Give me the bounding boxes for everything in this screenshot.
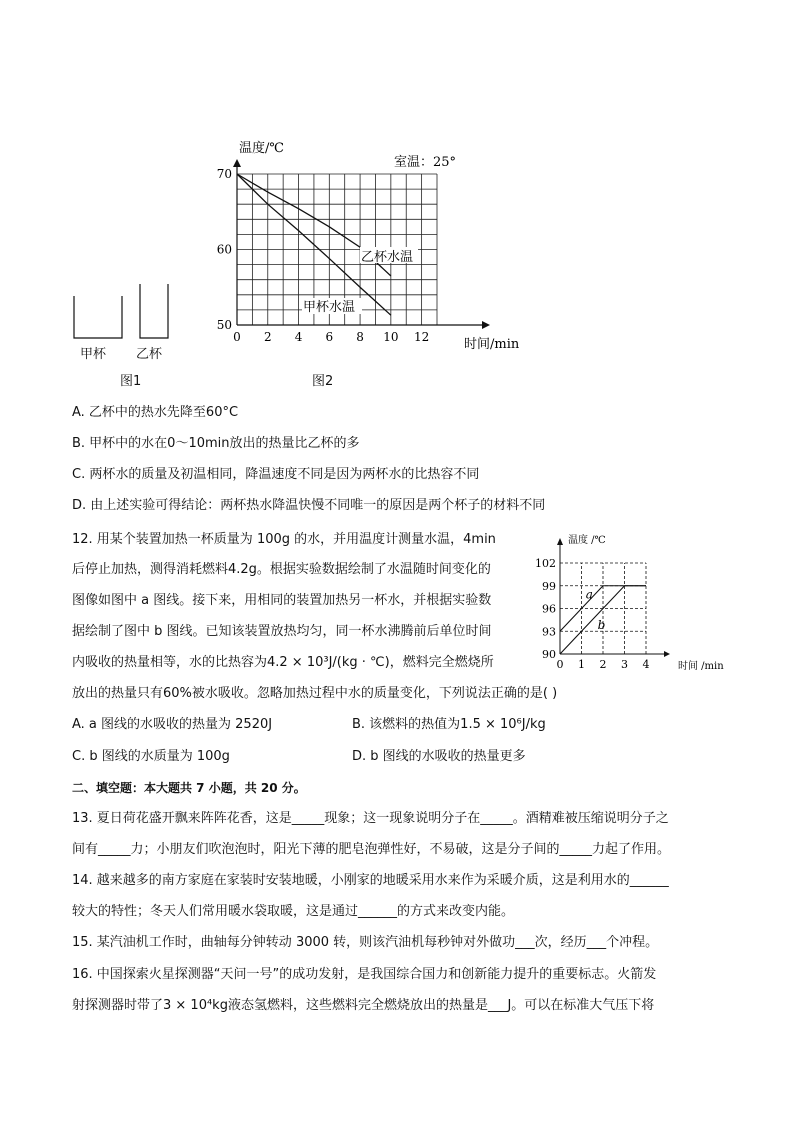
q12-line-6: 放出的热量只有60%被水吸收。忽略加热过程中水的质量变化，下列说法正确的是( ) [72, 686, 558, 701]
q15-line: 15. 某汽油机工作时，曲轴每分钟转动 3000 转，则该汽油机每秒钟对外做功___次，经历___个冲程。 [72, 935, 659, 950]
q11-option-c: C. 两杯水的质量及初温相同，降温速度不同是因为两杯水的比热容不同 [72, 467, 480, 482]
x-tick-label: 2 [599, 658, 607, 671]
q16-line-1: 16. 中国探索火星探测器“天问一号”的成功发射，是我国综合国力和创新能力提升的重要标志。火箭发 [72, 967, 657, 982]
y-tick-label: 60 [216, 242, 232, 257]
cup-a-shape [74, 296, 122, 338]
x-tick-label: 12 [413, 330, 430, 344]
y-tick-label: 99 [542, 579, 556, 593]
x-tick-label: 1 [578, 658, 585, 671]
q16-line-2: 射探测器时带了3 × 10⁴kg液态氢燃料，这些燃料完全燃烧放出的热量是___J。可以在标准大气压下将 [72, 998, 655, 1013]
x-tick-label: 4 [294, 330, 303, 344]
x-tick-label: 10 [383, 330, 399, 344]
x-axis-arrow [664, 651, 670, 657]
series-label-yi-cup: 乙杯水温 [361, 250, 414, 265]
x-tick-label: 2 [263, 330, 272, 344]
y-tick-label: 102 [535, 557, 556, 570]
q12-option-a: A. a 图线的水吸收的热量为 2520J [72, 717, 273, 732]
y-tick-label: 50 [216, 318, 232, 332]
room-temp-annotation: 室温：25° [394, 155, 457, 170]
series-label-a: a [585, 587, 593, 602]
x-tick-label: 8 [356, 330, 364, 344]
q13-line-2: 间有_____力；小朋友们吹泡泡时，阳光下薄的肥皂泡弹性好，不易破，这是分子间的_____力起了作用。 [72, 842, 671, 857]
x-axis-title: 时间/min [464, 337, 520, 352]
figure-2-caption: 图2 [312, 374, 334, 389]
y-axis-title: 温度 /℃ [568, 535, 606, 546]
x-axis-arrow [482, 321, 490, 329]
cup-a-label: 甲杯 [80, 347, 107, 362]
figure-1-caption: 图1 [120, 374, 142, 389]
y-tick-label: 90 [542, 648, 556, 661]
x-tick-label: 0 [556, 658, 564, 671]
q11-option-a: A. 乙杯中的热水先降至60°C [72, 405, 239, 420]
figure-1 [70, 280, 180, 390]
cups-diagram [70, 280, 180, 350]
q12-option-c: C. b 图线的水质量为 100g [72, 749, 230, 764]
y-axis-arrow [557, 538, 563, 545]
section-2-heading: 二、填空题：本大题共 7 小题，共 20 分。 [72, 781, 306, 795]
q12-option-b: B. 该燃料的热值为1.5 × 10⁶J/kg [352, 717, 546, 732]
y-tick-label: 93 [542, 625, 556, 639]
cooling-chart [200, 135, 530, 360]
x-tick-label: 6 [325, 330, 334, 344]
q14-line-2: 较大的特性；冬天人们常用暖水袋取暖，这是通过______的方式来改变内能。 [72, 904, 515, 919]
cup-b-label: 乙杯 [136, 347, 163, 362]
q14-line-1: 14. 越来越多的南方家庭在家装时安装地暖，小刚家的地暖采用水来作为采暖介质，这是利用水的______ [72, 873, 669, 888]
q12-option-d: D. b 图线的水吸收的热量更多 [352, 749, 526, 764]
series-label-b: b [597, 617, 606, 632]
x-axis-title: 时间 /min [678, 661, 724, 672]
heating-chart [528, 526, 728, 676]
x-tick-label: 4 [642, 658, 650, 671]
q12-line-3: 图像如图中 a 图线。接下来，用相同的装置加热另一杯水，并根据实验数 [72, 593, 492, 608]
x-tick-label: 0 [233, 330, 241, 344]
q11-option-b: B. 甲杯中的水在0～10min放出的热量比乙杯的多 [72, 436, 360, 451]
y-tick-label: 96 [542, 602, 556, 616]
cup-b-shape [140, 284, 168, 338]
q12-line-1: 12. 用某个装置加热一杯质量为 100g 的水，并用温度计测量水温，4min [72, 532, 496, 547]
y-axis-arrow [233, 159, 241, 167]
x-tick-label: 3 [621, 658, 628, 671]
y-axis-title: 温度/℃ [239, 141, 284, 156]
q12-line-4: 据绘制了图中 b 图线。已知该装置放热均匀，同一杯水沸腾前后单位时间 [72, 624, 492, 639]
q13-line-1: 13. 夏日荷花盛开飘来阵阵花香，这是_____现象；这一现象说明分子在_____。酒精难被压缩说明分子之 [72, 811, 669, 826]
y-tick-label: 70 [216, 167, 232, 181]
q12-line-2: 后停止加热，测得消耗燃料4.2g。根据实验数据绘制了水温随时间变化的 [72, 562, 491, 577]
q11-option-d: D. 由上述实验可得结论：两杯热水降温快慢不同唯一的原因是两个杯子的材料不同 [72, 498, 546, 513]
q12-line-5: 内吸收的热量相等，水的比热容为4.2 × 10³J/(kg · ℃)，燃料完全燃烧所 [72, 655, 494, 670]
series-label-jia-cup: 甲杯水温 [303, 300, 356, 315]
